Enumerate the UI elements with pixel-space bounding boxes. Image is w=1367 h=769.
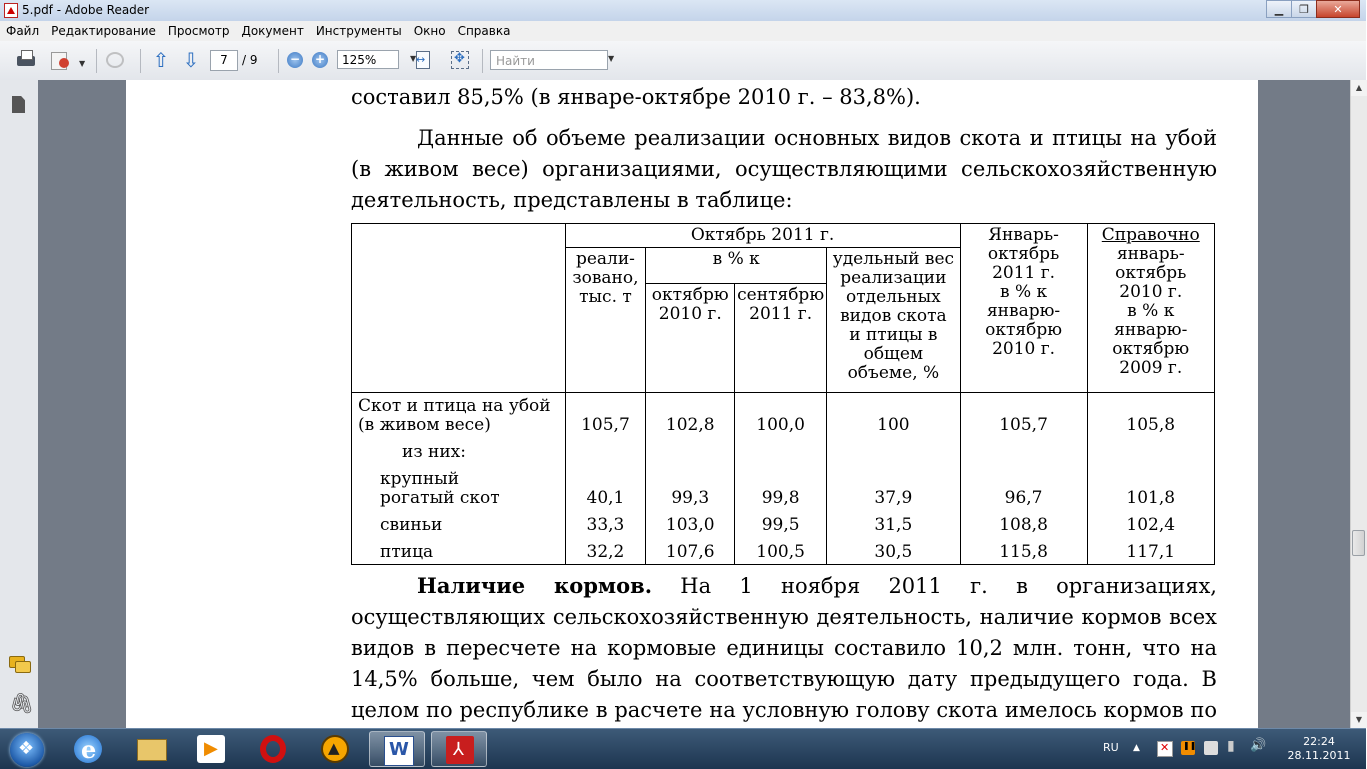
cell: 100 xyxy=(827,393,960,438)
cell: 99,8 xyxy=(735,464,827,510)
menu-view[interactable]: Просмотр xyxy=(167,24,230,38)
row-label: свиньи xyxy=(352,510,566,537)
row-label: из них: xyxy=(352,437,566,464)
cell: 99,5 xyxy=(735,510,827,537)
cell: 107,6 xyxy=(646,537,735,565)
cell: 117,1 xyxy=(1087,537,1214,565)
next-page-icon[interactable]: ⇩ xyxy=(182,48,200,72)
windows-logo-icon xyxy=(10,733,44,767)
network-icon[interactable] xyxy=(1227,741,1241,755)
menu-bar xyxy=(0,21,1366,41)
cell: 32,2 xyxy=(565,537,646,565)
aimp-icon[interactable] xyxy=(307,731,363,767)
cell: 99,3 xyxy=(646,464,735,510)
print-icon[interactable] xyxy=(14,50,38,70)
attachments-icon[interactable]: 🖇 xyxy=(9,691,35,715)
header-pct: в % к xyxy=(646,248,827,284)
toolbar-separator xyxy=(96,49,97,73)
adobe-reader-taskbar-icon[interactable] xyxy=(431,731,487,767)
cell: 100,0 xyxy=(735,393,827,438)
zoom-out-icon[interactable]: − xyxy=(287,52,303,68)
menu-document[interactable]: Документ xyxy=(241,24,304,38)
menu-file[interactable]: Файл xyxy=(6,24,40,38)
navigation-panel xyxy=(0,80,39,728)
row-label: птица xyxy=(352,537,566,565)
pdf-page xyxy=(126,80,1258,728)
table-row xyxy=(352,510,1215,537)
cell: 30,5 xyxy=(827,537,960,565)
file-explorer-icon[interactable] xyxy=(123,731,179,767)
reference-title: Справочно xyxy=(1101,225,1200,245)
pages-icon[interactable] xyxy=(9,95,29,115)
paragraph-3-heading: Наличие кормов. xyxy=(417,573,653,598)
clock[interactable] xyxy=(1279,735,1359,763)
cell: 96,7 xyxy=(960,464,1087,510)
table-row xyxy=(352,537,1215,565)
comments-icon[interactable] xyxy=(9,654,29,674)
cell: 101,8 xyxy=(1087,464,1214,510)
toolbar-separator xyxy=(140,49,141,73)
taskbar xyxy=(0,728,1366,769)
fit-page-icon[interactable] xyxy=(449,50,471,70)
adobe-reader-icon xyxy=(4,3,18,18)
action-center-icon[interactable] xyxy=(1157,741,1173,757)
language-indicator[interactable]: RU xyxy=(1103,741,1119,754)
cell: 103,0 xyxy=(646,510,735,537)
cell: 100,5 xyxy=(735,537,827,565)
page-number-input[interactable]: 7 xyxy=(210,50,238,71)
menu-help[interactable]: Справка xyxy=(457,24,511,38)
collaborate-icon xyxy=(104,50,128,70)
cell: 37,9 xyxy=(827,464,960,510)
table-row xyxy=(352,437,1215,464)
window-controls xyxy=(1267,0,1360,18)
toolbar xyxy=(0,41,1366,81)
header-empty xyxy=(352,224,566,393)
cell: 102,8 xyxy=(646,393,735,438)
header-sold: реали- зовано, тыс. т xyxy=(565,248,646,393)
clock-date: 28.11.2011 xyxy=(1287,749,1351,762)
vertical-scrollbar[interactable] xyxy=(1350,80,1367,728)
find-input[interactable]: Найти xyxy=(490,50,608,70)
scrollbar-thumb[interactable] xyxy=(1352,530,1365,556)
volume-icon[interactable]: 🔊 xyxy=(1250,738,1267,753)
paragraph-3-text: На 1 ноября 2011 г. в организациях, осуществляющих сельскохозяйственную деятельность, наличие кормов всех видов в пересчете на кормовые единицы составило 10,2 млн. тонн, что на 14,5% больше, чем было на соответствующую дату предыдущего года. В целом по республике в расчете на условную голову скота имелось кормов по xyxy=(351,574,1217,722)
document-view xyxy=(38,80,1350,728)
opera-icon[interactable] xyxy=(246,731,302,767)
zoom-in-icon[interactable]: + xyxy=(312,52,328,68)
cell: 40,1 xyxy=(565,464,646,510)
close-button[interactable]: ✕ xyxy=(1316,0,1360,18)
zoom-dropdown-icon[interactable]: ▼ xyxy=(410,54,417,63)
fit-width-icon[interactable] xyxy=(413,50,433,70)
header-janoct2011: Январь- октябрь 2011 г. в % к январю- октябрю 2010 г. xyxy=(960,224,1087,393)
menu-tools[interactable]: Инструменты xyxy=(315,24,402,38)
clock-time: 22:24 xyxy=(1303,735,1335,748)
paragraph-2: Данные об объеме реализации основных видов скота и птицы на убой (в живом весе) организациями, осуществляющими сельскохозяйственную деятельность, представлены в таблице: xyxy=(351,126,1217,212)
pause-icon[interactable] xyxy=(1181,741,1195,755)
maximize-button[interactable]: ❐ xyxy=(1291,0,1317,18)
cell: 108,8 xyxy=(960,510,1087,537)
cell: 105,7 xyxy=(960,393,1087,438)
menu-window[interactable]: Окно xyxy=(413,24,446,38)
header-sep2011: сентябрю 2011 г. xyxy=(735,284,827,393)
device-icon[interactable] xyxy=(1204,741,1218,755)
cell: 105,8 xyxy=(1087,393,1214,438)
menu-edit[interactable]: Редактирование xyxy=(51,24,156,38)
media-player-icon[interactable] xyxy=(183,731,239,767)
scroll-down-icon[interactable]: ▼ xyxy=(1351,712,1367,728)
cell: 33,3 xyxy=(565,510,646,537)
zoom-select[interactable]: 125% xyxy=(337,50,399,69)
table-row xyxy=(352,393,1215,438)
internet-explorer-icon[interactable] xyxy=(60,731,116,767)
show-hidden-icons-icon[interactable]: ▲ xyxy=(1133,743,1140,753)
scroll-up-icon[interactable]: ▲ xyxy=(1351,80,1367,96)
paragraph-1: составил 85,5% (в январе-октябре 2010 г. – 83,8%). xyxy=(351,85,921,109)
share-icon[interactable] xyxy=(49,50,75,70)
cell: 102,4 xyxy=(1087,510,1214,537)
previous-page-icon[interactable]: ⇧ xyxy=(152,48,170,72)
header-share: удельный вес реализации отдельных видов скота и птицы в общем объеме, % xyxy=(827,248,960,393)
start-button[interactable] xyxy=(2,730,52,768)
header-reference xyxy=(1087,224,1214,393)
toolbar-separator xyxy=(278,49,279,73)
reference-body: январь- октябрь 2010 г. в % к январю- октябрю 2009 г. xyxy=(1112,244,1190,378)
cell: 31,5 xyxy=(827,510,960,537)
toolbar-separator xyxy=(482,49,483,73)
data-table xyxy=(351,223,1215,565)
title-bar xyxy=(0,0,1366,22)
header-oct2011: Октябрь 2011 г. xyxy=(565,224,960,248)
word-icon[interactable] xyxy=(369,731,425,767)
table-row xyxy=(352,464,1215,510)
cell: 115,8 xyxy=(960,537,1087,565)
minimize-button[interactable]: ▁ xyxy=(1266,0,1292,18)
cell: 105,7 xyxy=(565,393,646,438)
share-dropdown-icon[interactable]: ▼ xyxy=(79,59,86,68)
header-oct2010: октябрю 2010 г. xyxy=(646,284,735,393)
find-dropdown-icon[interactable]: ▼ xyxy=(608,54,615,63)
row-label: Скот и птица на убой (в живом весе) xyxy=(352,393,566,438)
window-title: 5.pdf - Adobe Reader xyxy=(22,3,150,17)
row-label: крупный рогатый скот xyxy=(352,464,566,510)
page-total: / 9 xyxy=(242,53,258,67)
